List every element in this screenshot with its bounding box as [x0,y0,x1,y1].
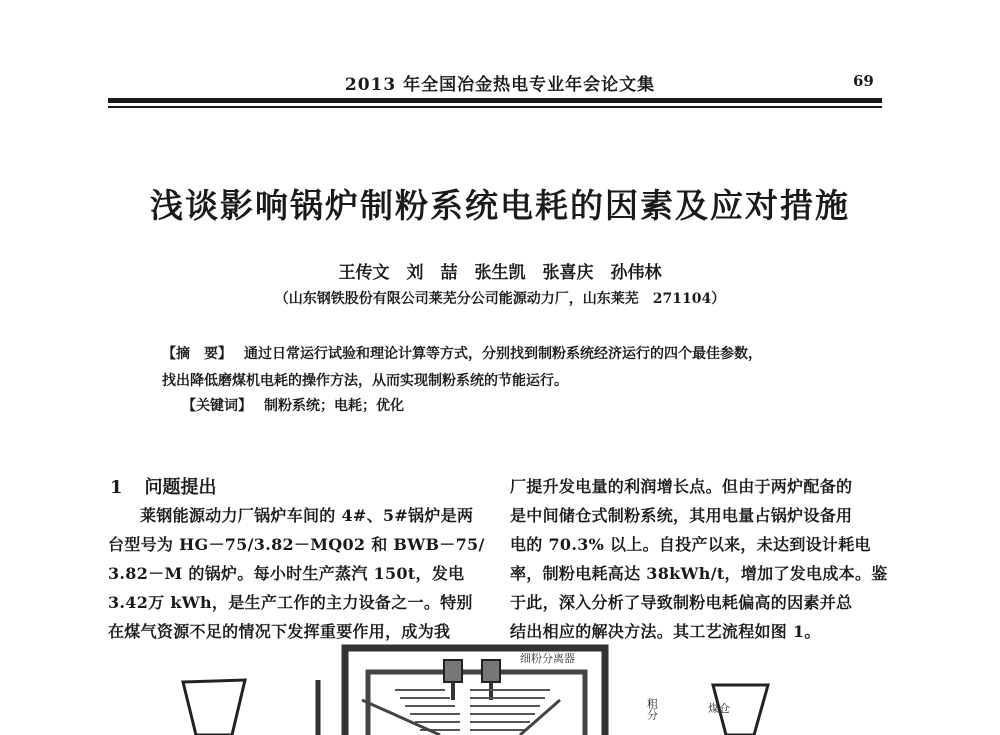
page-number: 69 [853,72,874,90]
figure-label-left: 粗分 [645,698,659,720]
keywords-text: 制粉系统；电耗；优化 [264,398,404,414]
section-title: 问题提出 [144,477,217,498]
left-col-line-3: 3.82－M 的锅炉。每小时生产蒸汽 150t，发电 [108,564,465,583]
right-col-line-4: 率，制粉电耗高达 38kWh/t，增加了发电成本。鉴 [510,564,888,583]
left-col-line-2: 台型号为 HG－75/3.82－MQ02 和 BWB－75/ [108,535,485,554]
figure-label-bunker: 煤仓 [708,702,730,715]
left-col-line-4: 3.42万 kWh，是生产工作的主力设备之一。特别 [108,593,473,612]
header-rule-thick [108,98,882,103]
figure-label-separator: 细粉分离器 [520,652,575,665]
author-list: 王传文 刘 喆 张生凯 张喜庆 孙伟林 [338,263,662,283]
abstract-text-1: 通过日常运行试验和理论计算等方式，分别找到制粉系统经济运行的四个最佳参数， [244,346,762,362]
section-number: 1 [110,477,123,498]
header-rule-thin [108,106,882,108]
keywords-label: 【关键词】 [182,398,252,414]
cyclone-left [444,660,462,682]
running-header-title: 2013 年全国冶金热电专业年会论文集 [344,75,656,95]
right-col-line-1: 厂提升发电量的利润增长点。但由于两炉配备的 [510,477,853,496]
abstract-label: 【摘 要】 [162,346,232,362]
left-hopper [183,680,245,735]
abstract-text-2: 找出降低磨煤机电耗的操作方法，从而实现制粉系统的节能运行。 [162,373,568,389]
right-col-line-6: 结出相应的解决方法。其工艺流程如图 1。 [510,622,821,641]
process-flow-figure [0,640,1000,735]
main-pipe-inner [368,672,585,735]
keywords-line [182,395,404,415]
right-col-line-3: 电的 70.3% 以上。自投产以来，未达到设计耗电 [510,535,871,554]
affiliation: （山东钢铁股份有限公司莱芜分公司能源动力厂，山东莱芜 271104） [274,291,726,307]
left-col-line-1: 莱钢能源动力厂锅炉车间的 4#、5#锅炉是两 [140,506,474,525]
paper-title: 浅谈影响锅炉制粉系统电耗的因素及应对措施 [150,186,850,225]
abstract-line-1 [162,343,762,363]
section-heading [110,473,217,499]
cyclone-right [482,660,500,682]
right-col-line-2: 是中间储仓式制粉系统，其用电量占锅炉设备用 [510,506,853,525]
left-col-line-5: 在煤气资源不足的情况下发挥重要作用，成为我 [108,622,451,641]
right-col-line-5: 于此，深入分析了导致制粉电耗偏高的因素并总 [510,593,853,612]
